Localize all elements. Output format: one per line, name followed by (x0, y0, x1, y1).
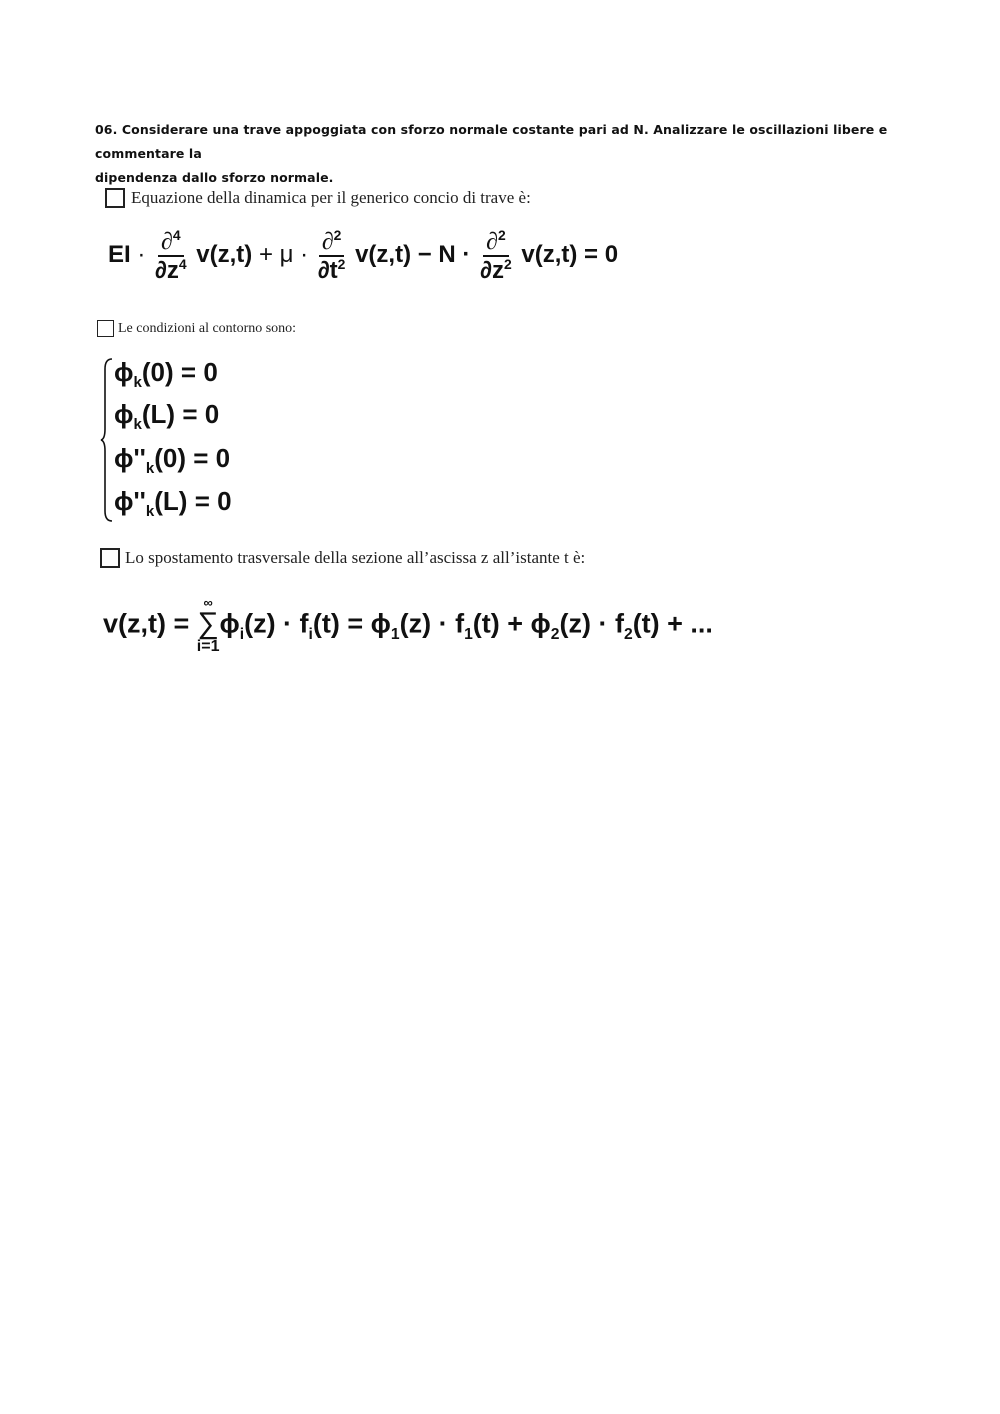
denominator: ∂t (317, 257, 338, 285)
subscript: k (145, 503, 155, 521)
partial-symbol: ∂ (321, 229, 334, 255)
subscript: i (308, 626, 313, 644)
subscript: i (239, 626, 245, 644)
subscript: 2 (623, 626, 633, 644)
condition-row-3 (114, 443, 230, 477)
exponent: 4 (172, 227, 181, 243)
eq-vzt-1: v(z,t) (196, 241, 253, 269)
condition-row-2 (114, 399, 219, 433)
sum-lower-limit: i=1 (196, 638, 220, 655)
subscript: k (133, 374, 142, 392)
phi-symbol: ϕ (114, 399, 134, 429)
eq-vzt-2: v(z,t) (355, 241, 412, 269)
dynamics-heading (105, 188, 531, 208)
term-text: (t) + ... (632, 608, 713, 639)
subscript: k (145, 460, 155, 478)
rhs: = 0 (182, 399, 220, 429)
term-text: (z) · f (559, 608, 624, 639)
argument: (0) (154, 443, 187, 473)
checkbox-square-icon (105, 188, 125, 208)
phi-symbol: ϕ'' (114, 443, 146, 473)
fraction-d2-dz2 (477, 228, 515, 283)
eq-equals-zero: = 0 (584, 241, 619, 269)
exponent: 4 (178, 256, 187, 273)
sum-upper-limit: ∞ (203, 595, 213, 610)
boundary-conditions (100, 357, 280, 523)
summation (197, 596, 220, 655)
argument: (0) (141, 357, 174, 387)
phi-symbol: ϕ (114, 357, 134, 387)
question-text (95, 118, 895, 190)
term-text: (z) · f (244, 608, 309, 639)
displacement-equation (103, 596, 713, 655)
eq-ei: EI (108, 241, 131, 269)
boundary-heading (97, 320, 296, 337)
displacement-heading (100, 548, 585, 568)
displacement-label: Lo spostamento trasversale della sezione all’ascissa z all’istante t è: (125, 548, 586, 567)
partial-symbol: ∂ (161, 229, 173, 255)
exponent: 2 (503, 256, 512, 273)
dynamics-label: Equazione della dinamica per il generico concio di trave è: (131, 188, 531, 207)
eq-dot: · (137, 241, 146, 269)
checkbox-square-icon (97, 320, 114, 337)
rhs: = 0 (180, 357, 218, 387)
phi-symbol: ϕ (219, 608, 240, 639)
eq-vzt-3: v(z,t) (521, 241, 578, 269)
condition-row-4 (114, 486, 232, 520)
argument: (L) (141, 399, 176, 429)
rhs: = 0 (194, 486, 232, 516)
subscript: 1 (390, 626, 400, 644)
curly-brace-icon (100, 357, 114, 523)
condition-row-1 (114, 357, 218, 391)
denominator: ∂z (155, 257, 179, 285)
term-text: (t) = ϕ (312, 608, 391, 639)
question-line-2: dipendenza dallo sforzo normale. (95, 170, 334, 185)
term-text: (t) + ϕ (472, 608, 551, 639)
denominator: ∂z (480, 257, 504, 285)
subscript: 1 (464, 626, 473, 644)
fraction-d2-dt2 (315, 228, 349, 283)
eq-lhs: v(z,t) = (103, 608, 190, 639)
dynamics-equation (108, 228, 618, 283)
fraction-d4-dz4 (152, 228, 190, 283)
checkbox-square-icon (100, 548, 120, 568)
eq-plus-mu: + μ · (258, 241, 309, 269)
phi-symbol: ϕ'' (114, 486, 146, 516)
argument: (L) (154, 486, 188, 516)
partial-symbol: ∂ (486, 229, 498, 255)
rhs: = 0 (193, 443, 231, 473)
subscript: 2 (550, 626, 560, 644)
boundary-label: Le condizioni al contorno sono: (118, 320, 297, 336)
exponent: 2 (337, 256, 346, 273)
exponent: 2 (333, 227, 342, 243)
question-line-1: 06. Considerare una trave appoggiata con sforzo normale costante pari ad N. Analizzare le oscillazioni libere e commentare la (95, 122, 888, 161)
sigma-icon: ∑ (197, 607, 219, 640)
term-text: (z) · f (399, 608, 465, 639)
subscript: k (133, 416, 142, 434)
eq-minus-n: − N · (417, 241, 471, 269)
exponent: 2 (497, 227, 506, 243)
